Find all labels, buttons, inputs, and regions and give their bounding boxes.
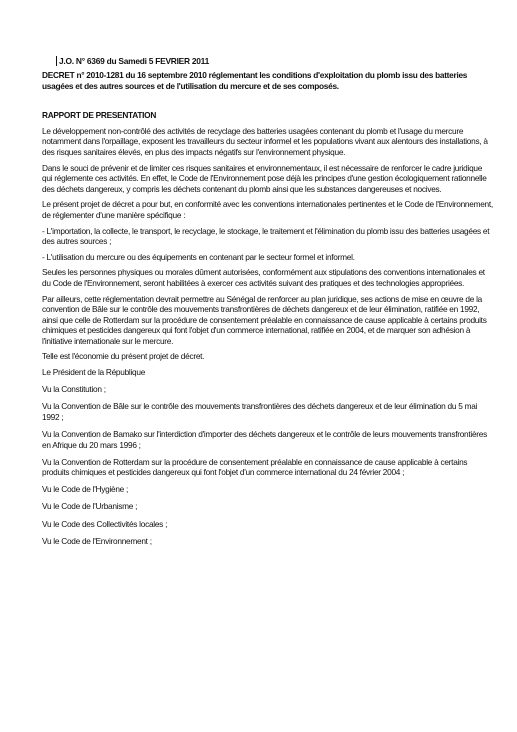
- visa-item: Vu le Code de l'Urbanisme ;: [42, 501, 138, 512]
- rapport-heading: RAPPORT DE PRESENTATION: [42, 110, 157, 121]
- decret-title: DECRET n° 2010-1281 du 16 septembre 2010 réglementant les conditions d'exploitation du plomb issu des batteries usagées et des autres sources et de l'utilisation du mercure et de ses composés.: [42, 70, 468, 91]
- visa-item: Vu le Code de l'Hygiène ;: [42, 484, 129, 495]
- visa-item: Vu la Convention de Bamako sur l'interdiction d'importer des déchets dangereux et le contrôle de leurs mouvements transfrontières en Afrique du 20 mars 1996 ;: [42, 428, 487, 450]
- rapport-paragraph: Seules les personnes physiques ou morales dûment autorisées, conformément aux stipulations des conventions internationales et du Code de l'Environnement, seront habilitées à exercer ces activités suivant des pratiques et des technologies appropriées.: [42, 267, 485, 288]
- rapport-paragraph: Le développement non-contrôlé des activités de recyclage des batteries usagées contenant du plomb et l'usage du mercure notamment dans l'orpaillage, exposent les travailleurs du secteur informel et les populations vivant aux alentours des installations, à des risques sanitaires élevés, en plus des impacts négatifs sur l'environnement physique.: [42, 125, 488, 157]
- visa-item: Vu la Constitution ;: [42, 384, 106, 395]
- visa-item: Vu la Convention de Rotterdam sur la procédure de consentement préalable en connaissance de cause applicable à certains produits chimiques et pesticides dangereux qui font l'objet d'un commerce international du 24 février 2004 ;: [42, 456, 468, 478]
- visa-item: Vu le Code des Collectivités locales ;: [42, 518, 168, 529]
- rapport-paragraph: Telle est l'économie du présent projet de décret.: [42, 351, 205, 362]
- rapport-list-item: - L'utilisation du mercure ou des équipements en contenant par le secteur formel et informel.: [42, 251, 355, 262]
- rapport-paragraph: Par ailleurs, cette réglementation devrait permettre au Sénégal de renforcer au plan juridique, ses actions de mise en œuvre de la convention de Bâle sur le contrôle des mouvements transfrontières de déchets dangereux et de leur élimination, ratifiée en 1992, ainsi que celle de Rotterdam sur la procédure de consentement préalable en connaissance de cause applicable à certains produits chimiques et pesticides dangereux qui font l'objet d'un commerce international, ratifiée en 2004, et de marquer son adhésion à l'initiative internationale sur le mercure.: [42, 293, 487, 346]
- visa-item: Vu le Code de l'Environnement ;: [42, 535, 152, 546]
- visa-item: Vu la Convention de Bâle sur le contrôle des mouvements transfrontières des déchets dangereux et de leur élimination du 5 mai 1992 ;: [42, 401, 478, 422]
- president-line: Le Président de la République: [42, 367, 146, 378]
- journal-officiel-reference: J.O. N° 6369 du Samedi 5 FEVRIER 2011: [56, 56, 209, 66]
- rapport-list-item: - L'importation, la collecte, le transport, le recyclage, le stockage, le traitement et l'élimination du plomb issu des batteries usagées et des autres sources ;: [42, 225, 490, 247]
- rapport-paragraph: Dans le souci de prévenir et de limiter ces risques sanitaires et environnementaux, il est nécessaire de renforcer le cadre juridique qui réglemente ces activités. En effet, le Code de l'Environnement pose déjà les principes d'une gestion écologiquement rationnelle des déchets dangereux, y compris les déchets contenant du plomb ainsi que les substances dangereuses et nocives.: [42, 162, 487, 194]
- document-body: [42, 70, 494, 553]
- rapport-paragraph: Le présent projet de décret a pour but, en conformité avec les conventions internationales pertinentes et le Code de l'Environnement, de réglementer d'une manière spécifique :: [42, 199, 493, 220]
